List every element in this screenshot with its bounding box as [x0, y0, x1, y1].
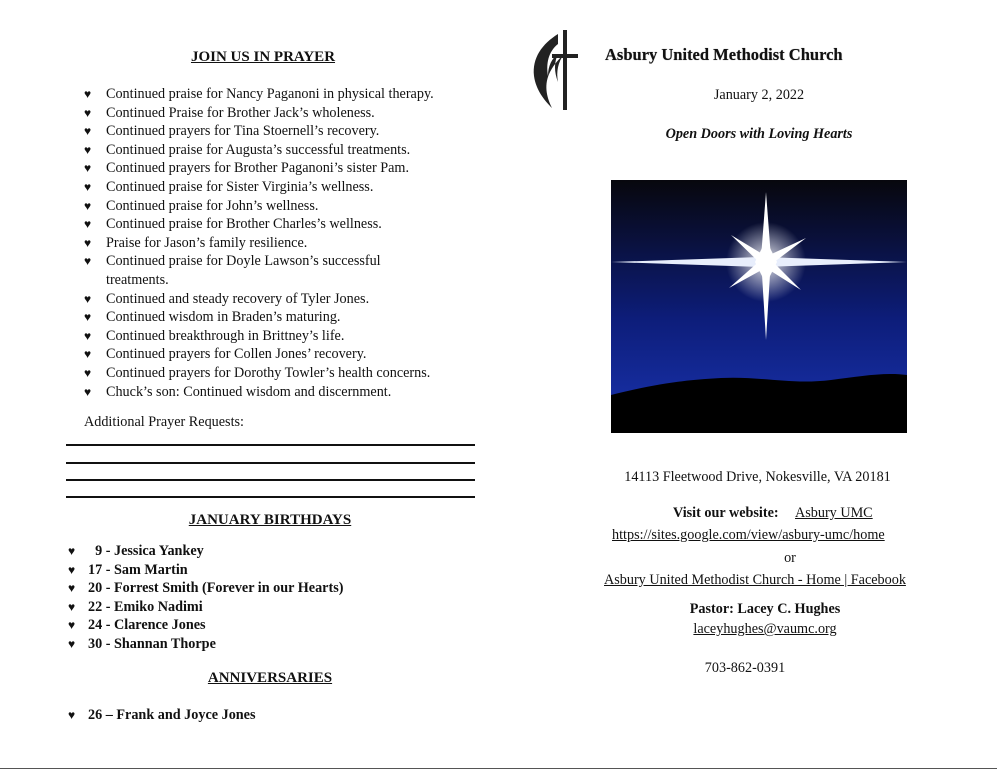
heart-bullet-icon: ♥ [84, 365, 92, 380]
heart-bullet-icon: ♥ [84, 254, 92, 269]
list-item: ♥ Continued Praise for Brother Jack’s wholeness. [84, 104, 375, 121]
heart-bullet-icon: ♥ [84, 217, 92, 232]
list-item: ♥ Praise for Jason’s family resilience. [84, 234, 308, 251]
list-item: ♥ Continued prayers for Dorothy Towler’s health concerns. [84, 364, 431, 381]
church-motto: Open Doors with Loving Hearts [665, 126, 853, 142]
write-in-line [66, 479, 475, 481]
heart-bullet-icon: ♥ [84, 179, 92, 194]
list-item: ♥ Chuck’s son: Continued wisdom and discernment. [84, 383, 392, 400]
write-in-line [66, 444, 475, 446]
birthdays-list [68, 542, 468, 653]
heart-bullet-icon: ♥ [68, 618, 76, 632]
heart-bullet-icon: ♥ [84, 291, 92, 306]
heart-bullet-icon: ♥ [84, 87, 92, 101]
church-name: Asbury United Methodist Church [605, 45, 843, 64]
website-link[interactable]: Asbury UMC [795, 505, 873, 521]
website-url-link[interactable]: https://sites.google.com/view/asbury-umc/home [612, 527, 885, 543]
list-item: ♥ Continued wisdom in Braden’s maturing. [84, 309, 341, 326]
list-item: ♥ Continued and steady recovery of Tyler Jones. [84, 290, 370, 307]
facebook-link[interactable]: Asbury United Methodist Church - Home | Facebook [604, 572, 906, 588]
heart-bullet-icon: ♥ [84, 328, 92, 343]
heart-bullet-icon: ♥ [84, 105, 92, 120]
write-in-line [66, 462, 475, 464]
church-phone: 703-862-0391 [704, 660, 786, 676]
heart-bullet-icon: ♥ [84, 310, 92, 325]
heart-bullet-icon: ♥ [84, 142, 92, 157]
heart-bullet-icon: ♥ [68, 636, 76, 651]
list-item: ♥ Continued prayers for Tina Stoernell’s recovery. [84, 123, 380, 140]
heart-bullet-icon: ♥ [84, 161, 92, 176]
or-text: or [784, 550, 796, 566]
heart-bullet-icon: ♥ [84, 235, 92, 250]
list-item: ♥ 26 – Frank and Joyce Jones [68, 707, 256, 723]
list-item: ♥ Continued praise for Nancy Paganoni in physical therapy. [84, 86, 434, 102]
heart-bullet-icon: ♥ [84, 198, 92, 213]
list-item: ♥ 30 - Shannan Thorpe [68, 635, 216, 652]
heart-bullet-icon: ♥ [68, 581, 76, 595]
church-address: 14113 Fleetwood Drive, Nokesville, VA 20181 [624, 469, 891, 485]
prayer-list [84, 85, 484, 401]
anniversaries-list [68, 706, 468, 725]
prayer-title: JOIN US IN PRAYER [190, 49, 336, 65]
star-of-bethlehem-image [611, 180, 907, 433]
birthdays-title: JANUARY BIRTHDAYS [188, 512, 352, 528]
list-item: ♥ 22 - Emiko Nadimi [68, 598, 203, 615]
bulletin-date: January 2, 2022 [713, 87, 805, 103]
list-item: ♥ Continued prayers for Brother Paganoni’s sister Pam. [84, 160, 410, 177]
heart-bullet-icon: ♥ [84, 124, 92, 139]
pastor-email-link[interactable]: laceyhughes@vaumc.org [693, 621, 837, 637]
heart-bullet-icon: ♥ [68, 544, 76, 558]
cross-and-flame-logo [528, 28, 578, 112]
write-in-line [66, 496, 475, 498]
heart-bullet-icon: ♥ [84, 347, 92, 362]
anniversaries-title: ANNIVERSARIES [207, 670, 333, 686]
list-item: ♥ Continued praise for Augusta’s successful treatments. [84, 141, 411, 158]
page-divider [0, 768, 997, 769]
website-label: Visit our website: [673, 505, 779, 521]
list-item: ♥ 20 - Forrest Smith (Forever in our Hearts) [68, 580, 344, 596]
list-item: ♥ Continued praise for Brother Charles’s wellness. [84, 216, 382, 233]
list-item: ♥ 17 - Sam Martin [68, 561, 188, 578]
list-item: ♥ 9 - Jessica Yankey [68, 543, 204, 559]
heart-bullet-icon: ♥ [84, 384, 92, 399]
list-item: ♥ Continued prayers for Collen Jones’ recovery. [84, 346, 367, 363]
list-item: ♥ 24 - Clarence Jones [68, 617, 206, 633]
heart-bullet-icon: ♥ [68, 599, 76, 614]
heart-bullet-icon: ♥ [68, 708, 76, 722]
list-item: ♥ Continued praise for Sister Virginia’s wellness. [84, 178, 374, 195]
list-item: ♥ Continued praise for Doyle Lawson’s successful treatments. [84, 253, 381, 288]
heart-bullet-icon: ♥ [68, 562, 76, 577]
additional-requests-label: Additional Prayer Requests: [84, 414, 244, 430]
list-item: ♥ Continued breakthrough in Brittney’s life. [84, 327, 345, 344]
pastor-name: Pastor: Lacey C. Hughes [689, 601, 841, 617]
list-item: ♥ Continued praise for John’s wellness. [84, 197, 319, 214]
